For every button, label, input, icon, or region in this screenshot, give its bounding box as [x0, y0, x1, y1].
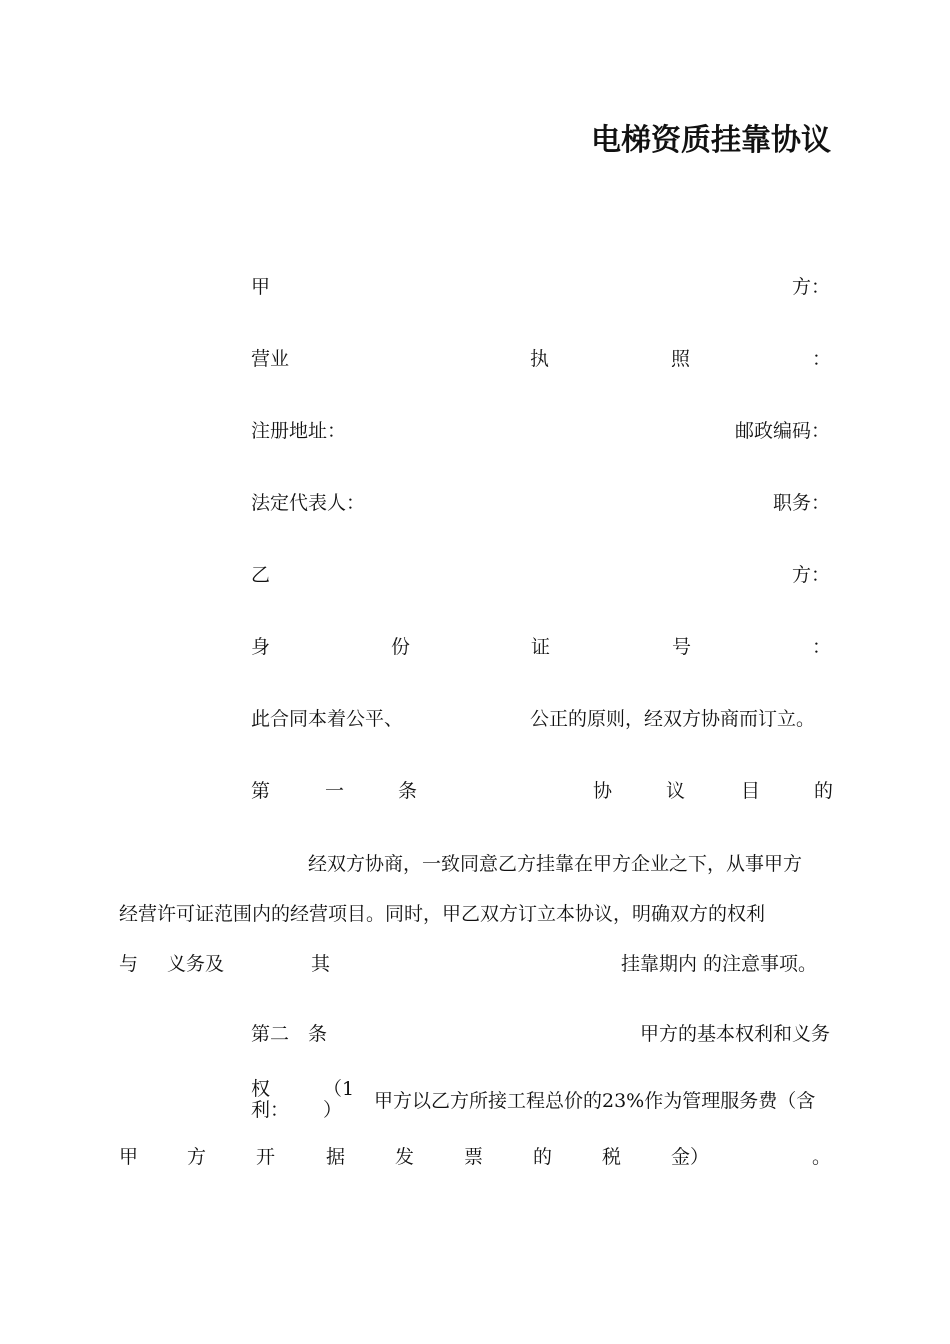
id-label-char: 身 [251, 636, 271, 658]
address-label: 注册地址： [251, 420, 347, 442]
article1-body-line3-part: 与 [119, 953, 139, 975]
article1-title-char: 议 [666, 780, 686, 802]
party-b-label: 乙 [251, 564, 271, 586]
license-colon: ： [812, 348, 832, 370]
rights-line2-char: 甲 [119, 1146, 139, 1168]
preamble-part1: 此合同本着公平、 [251, 708, 404, 730]
rights-line2-period: 。 [812, 1146, 832, 1168]
license-label-part3: 照 [671, 348, 691, 370]
rights-line2-char: 方 [187, 1146, 207, 1168]
id-colon: ： [812, 636, 832, 658]
preamble-part2: 公正的原则，经双方协商而订立。 [530, 708, 816, 730]
article1-body-line3-part: 其 [311, 953, 331, 975]
rights-line2-char: 开 [256, 1146, 276, 1168]
party-a-label: 甲 [251, 276, 271, 298]
rights-item-text: 甲方以乙方所接工程总价的23%作为管理服务费（含 [374, 1090, 816, 1112]
article1-title-char: 协 [593, 780, 613, 802]
document-title: 电梯资质挂靠协议 [591, 123, 831, 158]
legal-representative-label: 法定代表人： [251, 492, 366, 514]
rights-line2-char: 发 [395, 1146, 415, 1168]
rights-line2-char: 的 [533, 1146, 553, 1168]
article1-body-line2: 经营许可证范围内的经营项目。同时，甲乙双方订立本协议，明确双方的权利 [119, 903, 766, 925]
rights-line2-char: 票 [464, 1146, 484, 1168]
article1-title-char: 的 [814, 780, 834, 802]
rights-line2-char: 金） [671, 1146, 710, 1168]
license-label-part2: 执 [530, 348, 550, 370]
party-b-suffix: 方： [791, 564, 830, 586]
article1-body-line1: 经双方协商，一致同意乙方挂靠在甲方企业之下，从事甲方 [308, 853, 803, 875]
rights-label-top: 权 [251, 1078, 271, 1100]
article1-title-char: 目 [741, 780, 761, 802]
postal-code-label: 邮政编码： [734, 420, 830, 442]
license-label-part1: 营业 [251, 348, 290, 370]
id-label-char: 证 [531, 636, 551, 658]
rights-label-bottom: 利： [251, 1099, 290, 1121]
rights-line2-char: 据 [326, 1146, 346, 1168]
position-label: 职务： [772, 492, 830, 514]
article1-body-line3-part: 义务及 [167, 953, 225, 975]
article1-char: 条 [398, 780, 418, 802]
article1-char: 一 [325, 780, 345, 802]
party-a-suffix: 方： [791, 276, 830, 298]
article2-label: 第二 条 [251, 1023, 328, 1045]
article2-title: 甲方的基本权利和义务 [639, 1023, 830, 1045]
rights-number-top: （1 [323, 1078, 355, 1100]
article1-char: 第 [251, 780, 271, 802]
rights-label [251, 1079, 289, 1121]
id-label-char: 号 [672, 636, 692, 658]
rights-item-number [323, 1079, 354, 1121]
rights-line2-char: 税 [602, 1146, 622, 1168]
rights-number-bottom: ） [323, 1099, 343, 1121]
article1-body-line3-part: 挂靠期内 的注意事项。 [621, 953, 818, 975]
id-label-char: 份 [391, 636, 411, 658]
